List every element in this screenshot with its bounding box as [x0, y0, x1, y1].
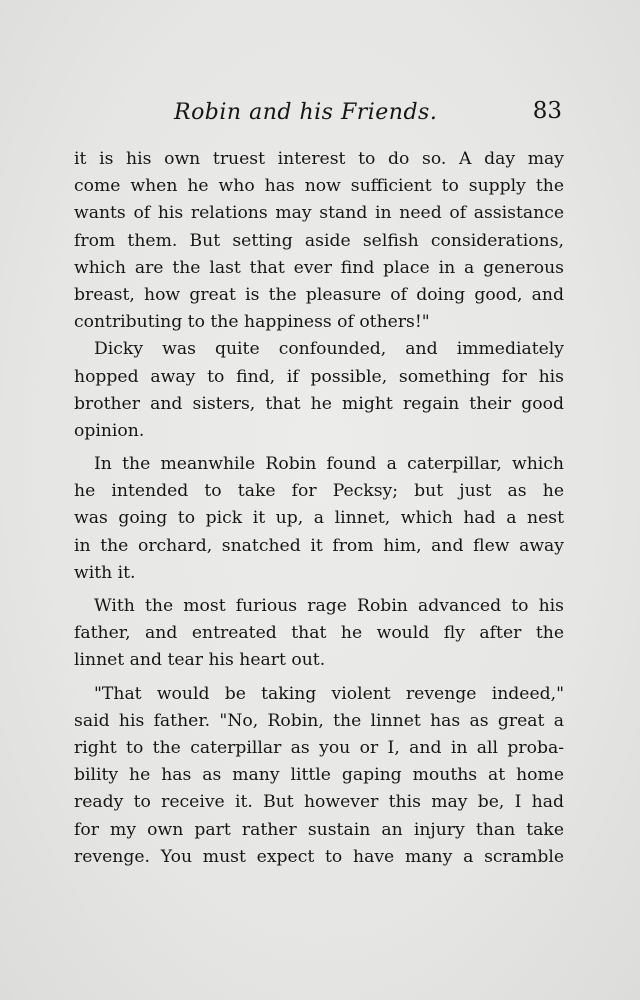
running-head [74, 96, 564, 132]
text-line: which are the last that ever find place in a generous [74, 257, 564, 278]
text-line: bility he has as many little gaping mouths at home [74, 765, 564, 786]
paragraph-first-line: In the meanwhile Robin found a caterpillar, which [94, 454, 564, 475]
text-line: ready to receive it. But however this may be, I had [74, 792, 564, 813]
text-line: said his father. "No, Robin, the linnet has as great a [74, 710, 564, 731]
paragraph-first-line: "That would be taking violent revenge indeed," [94, 683, 564, 704]
text-line: from them. But setting aside selfish considerations, [74, 230, 564, 251]
text-line: for my own part rather sustain an injury than take [74, 819, 564, 840]
paragraph-first-line: Dicky was quite confounded, and immediately [94, 339, 564, 360]
text-line: brother and sisters, that he might regain their good [74, 393, 564, 414]
text-line: contributing to the happiness of others!" [74, 312, 430, 333]
text-line: wants of his relations may stand in need of assistance [74, 203, 564, 224]
paragraph-first-line: With the most furious rage Robin advanced to his [94, 596, 564, 616]
text-line: right to the caterpillar as you or I, and in all proba- [74, 737, 564, 758]
text-line: was going to pick it up, a linnet, which had a nest [74, 508, 564, 529]
text-line: father, and entreated that he would fly after the [74, 623, 564, 644]
text-line: breast, how great is the pleasure of doing good, and [74, 284, 564, 305]
text-line: linnet and tear his heart out. [74, 650, 326, 671]
text-line: it is his own truest interest to do so. A day may [74, 149, 564, 169]
text-line: revenge. You must expect to have many a scramble [74, 846, 564, 867]
text-line: hopped away to find, if possible, something for his [74, 366, 564, 387]
text-line: with it. [74, 562, 136, 583]
page-number: 83 [532, 98, 562, 124]
text-line: come when he who has now sufficient to supply the [74, 176, 564, 197]
running-title: Robin and his Friends. [174, 100, 438, 125]
text-line: he intended to take for Pecksy; but just as he [74, 481, 564, 502]
body-text [74, 146, 564, 871]
text-line: opinion. [74, 420, 145, 441]
text-line: in the orchard, snatched it from him, and flew away [74, 535, 564, 556]
